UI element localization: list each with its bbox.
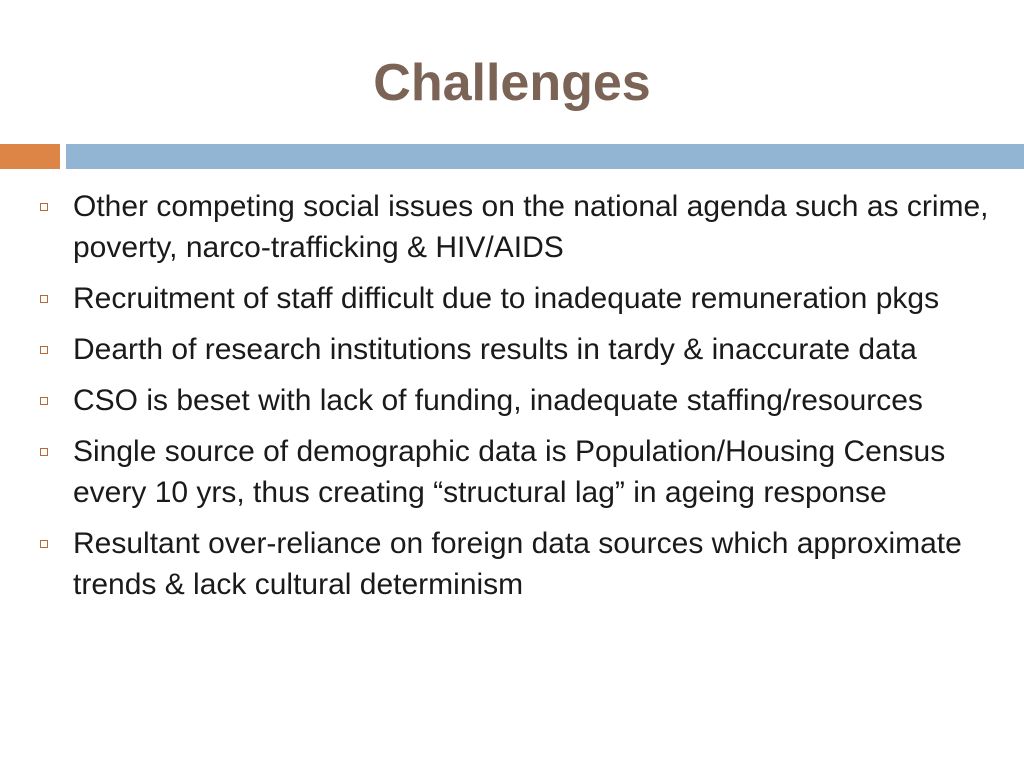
bullet-text: Single source of demographic data is Population/Housing Census every 10 yrs, thus creating “structural lag” in ageing response [73, 435, 946, 509]
bullet-text: Resultant over-reliance on foreign data sources which approximate trends & lack cultural determinism [73, 527, 962, 601]
square-bullet-icon [40, 346, 48, 354]
square-bullet-icon [40, 448, 48, 456]
bullet-item [0, 278, 1000, 319]
square-bullet-icon [40, 397, 48, 405]
square-bullet-icon [40, 295, 48, 303]
bullet-text: Dearth of research institutions results in tardy & inaccurate data [73, 333, 917, 366]
bullet-text: CSO is beset with lack of funding, inadequate staffing/resources [73, 384, 923, 417]
bullet-item [0, 329, 1000, 370]
accent-bar-orange [0, 144, 60, 169]
bullet-item [0, 380, 1000, 421]
square-bullet-icon [40, 540, 48, 548]
bullet-list [0, 186, 1000, 615]
bullet-text: Recruitment of staff difficult due to inadequate remuneration pkgs [73, 282, 940, 315]
bullet-text: Other competing social issues on the national agenda such as crime, poverty, narco-trafficking & HIV/AIDS [73, 190, 989, 264]
bullet-item [0, 431, 1000, 513]
slide-title: Challenges [373, 54, 651, 112]
accent-bar-blue [66, 144, 1024, 169]
bullet-item [0, 523, 1000, 605]
square-bullet-icon [40, 203, 48, 211]
bullet-item [0, 186, 1000, 268]
